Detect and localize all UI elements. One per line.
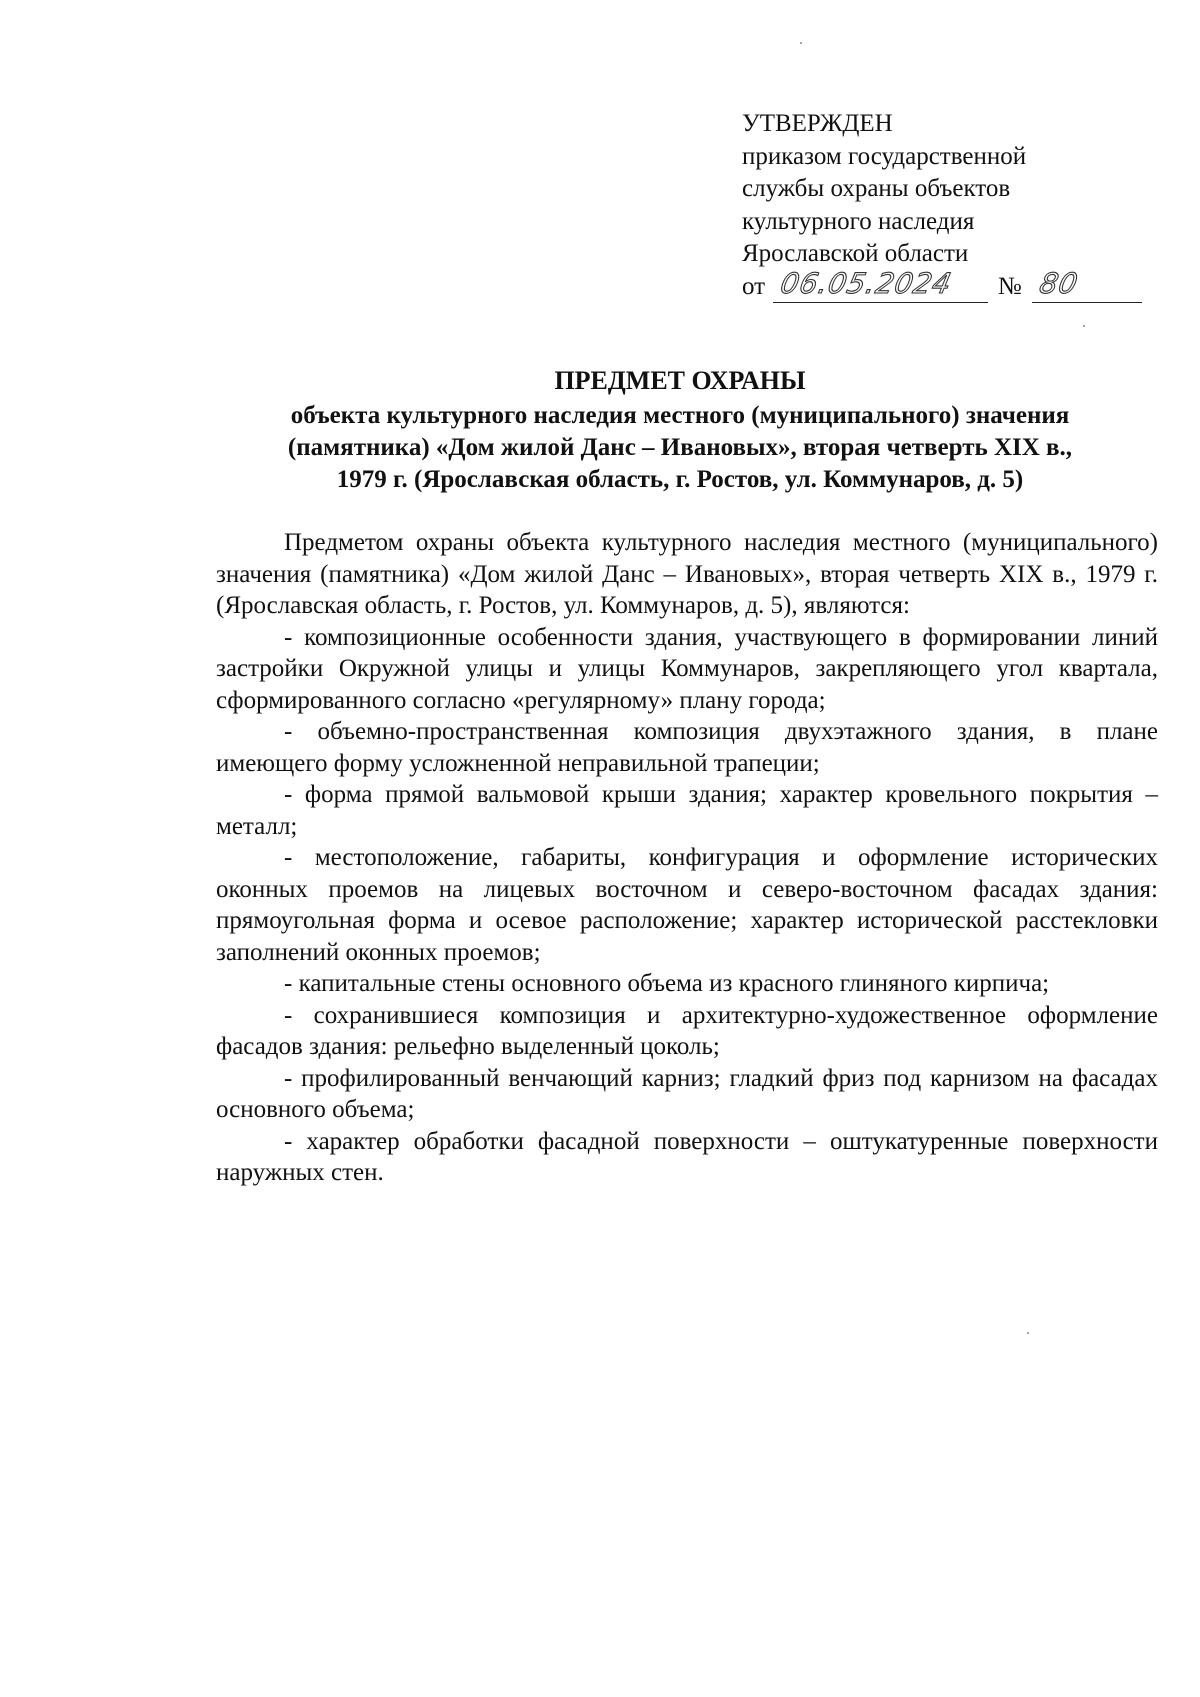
number-field (1032, 266, 1142, 303)
document-subtitle-line: объекта культурного наследия местного (муниципального) значения (290, 402, 1070, 429)
approval-line: культурного наследия (742, 207, 975, 235)
document-subtitle-line: 1979 г. (Ярославская область, г. Ростов, ул. Коммунаров, д. 5) (336, 466, 1024, 493)
scan-speck (1083, 325, 1085, 327)
document-title-block (205, 365, 1155, 496)
date-prefix: от (742, 272, 766, 300)
list-item: - местоположение, габариты, конфигурация и оформление исторических оконных проемов на лицевых восточном и северо-восточном фасадах здания: прямоугольная форма и осевое расположение; характер исторической расстекловки заполнений оконных проемов; (216, 844, 1158, 966)
handwritten-number: 80 (1036, 266, 1081, 300)
scan-speck (1027, 1332, 1029, 1334)
list-item: - характер обработки фасадной поверхности – оштукатуренные поверхности наружных стен. (216, 1127, 1158, 1186)
approval-heading: УТВЕРЖДЕН (742, 110, 893, 137)
list-item: - композиционные особенности здания, участвующего в формировании линий застройки Окружной улицы и улицы Коммунаров, закрепляющего угол квартала, сформированного согласно «регулярному» плану города; (216, 623, 1158, 714)
document-subtitle-line: (памятника) «Дом жилой Данс – Ивановых», вторая четверть XIX в., (287, 434, 1073, 461)
list-item: - капитальные стены основного объема из красного глиняного кирпича; (284, 970, 1050, 997)
date-field (773, 266, 988, 303)
approval-stamp-block (742, 108, 1142, 303)
approval-line: приказом государственной (742, 142, 1027, 170)
intro-paragraph: Предметом охраны объекта культурного наследия местного (муниципального) значения (памятника) «Дом жилой Данс – Ивановых», вторая четверть XIX в., 1979 г. (Ярославская область, г. Ростов, ул. Коммунаров, д. 5), являются: (216, 529, 1158, 619)
list-item: - объемно-пространственная композиция двухэтажного здания, в плане имеющего форму усложненной неправильной трапеции; (216, 718, 1158, 777)
list-item: - форма прямой вальмовой крыши здания; характер кровельного покрытия – металл; (216, 781, 1158, 840)
list-item: - сохранившиеся композиция и архитектурно-художественное оформление фасадов здания: рельефно выделенный цоколь; (216, 1001, 1158, 1060)
approval-line: Ярославской области (742, 240, 969, 267)
protection-items-list (216, 622, 1158, 1189)
scan-speck (800, 42, 802, 44)
handwritten-date: 06.05.2024 (777, 266, 956, 300)
document-title: ПРЕДМЕТ ОХРАНЫ (554, 366, 806, 395)
list-item: - профилированный венчающий карниз; гладкий фриз под карнизом на фасадах основного объема; (216, 1064, 1158, 1123)
number-label: № (997, 272, 1022, 300)
document-body (216, 527, 1158, 1189)
approval-date-number-line (742, 266, 1142, 304)
approval-line: службы охраны объектов (742, 175, 1011, 202)
